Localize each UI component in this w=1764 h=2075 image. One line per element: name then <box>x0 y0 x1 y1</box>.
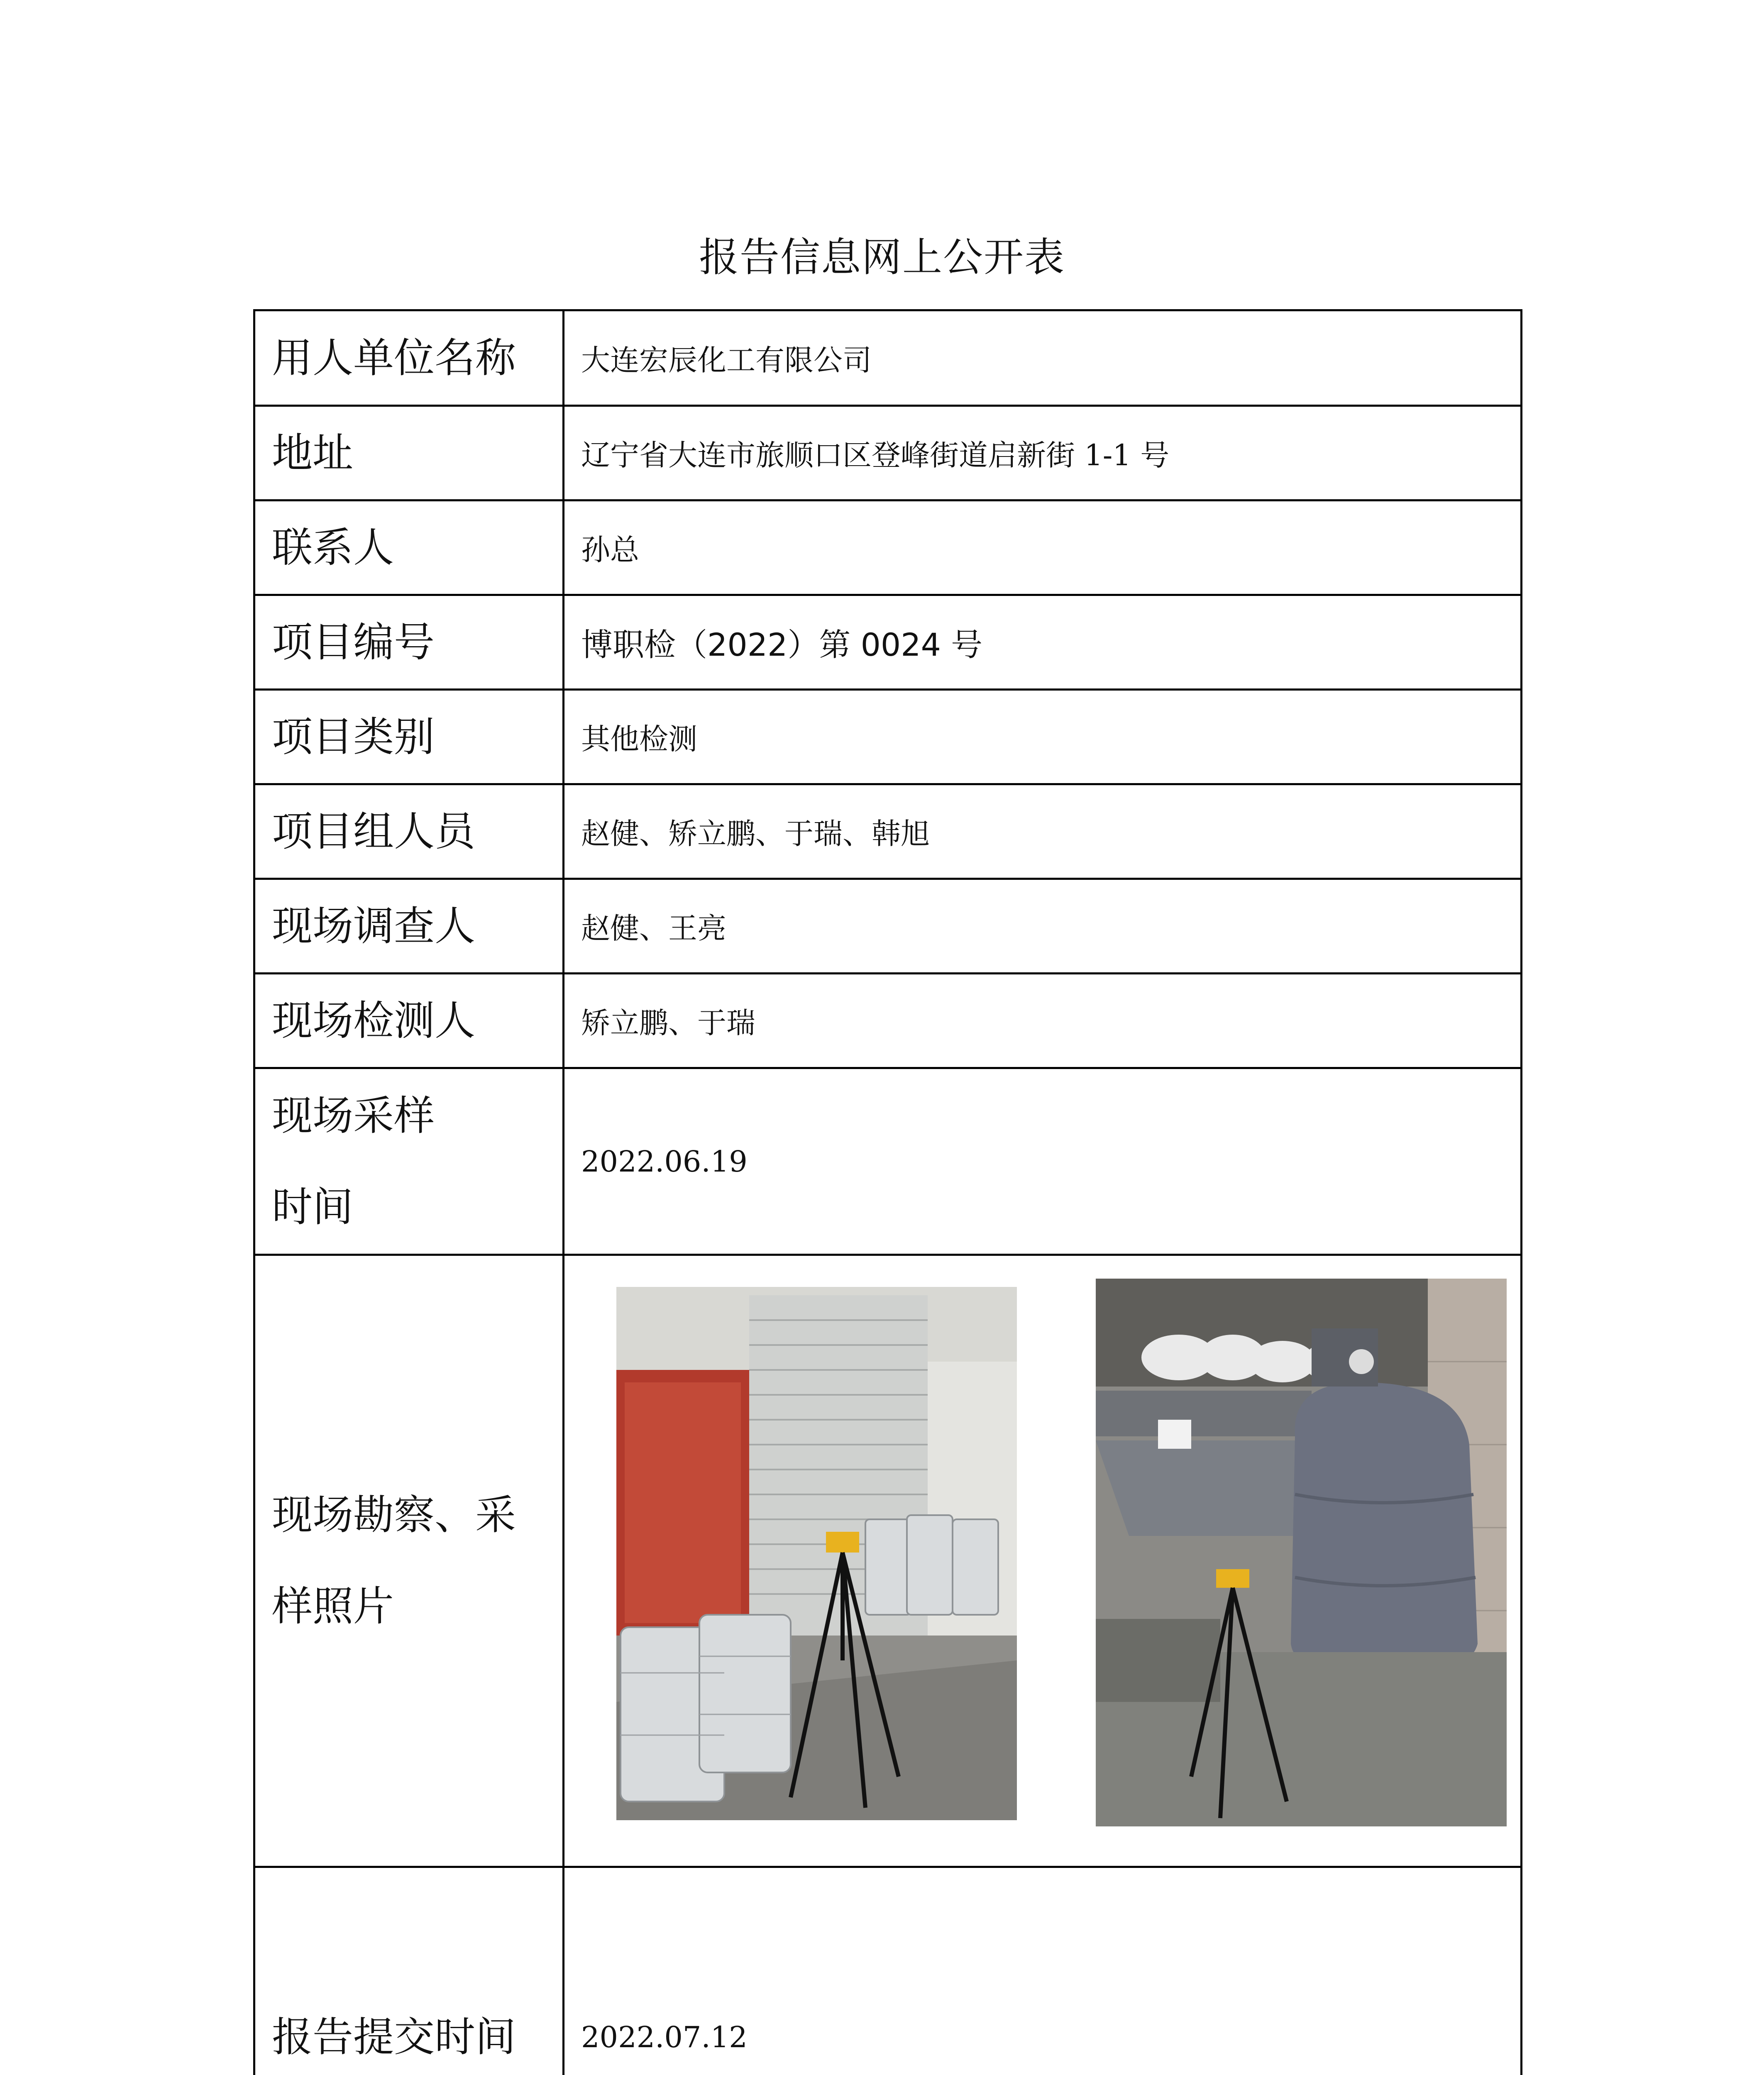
label-photos-line2: 样照片 <box>272 1583 394 1630</box>
photos-cell <box>564 1255 1522 1867</box>
label-test-staff: 现场检测人 <box>254 974 564 1068</box>
value-sampling-time: 2022.06.19 <box>564 1068 1522 1255</box>
value-team: 赵健、矫立鹏、于瑞、韩旭 <box>564 784 1522 879</box>
label-sampling-time-line1: 现场采样 <box>272 1092 435 1140</box>
label-project-type: 项目类别 <box>254 690 564 784</box>
row-photos <box>254 1255 1522 1867</box>
label-sampling-time <box>254 1068 564 1255</box>
row-survey-staff <box>254 879 1522 974</box>
label-photos <box>254 1255 564 1867</box>
row-contact <box>254 500 1522 595</box>
reactor-vessel-tripod-photo <box>1096 1279 1507 1826</box>
report-info-table <box>253 309 1522 2075</box>
row-team <box>254 784 1522 879</box>
photos-container <box>564 1256 1520 1866</box>
label-contact: 联系人 <box>254 500 564 595</box>
row-project-type <box>254 690 1522 784</box>
label-address: 地址 <box>254 406 564 500</box>
label-survey-staff: 现场调查人 <box>254 879 564 974</box>
value-address: 辽宁省大连市旅顺口区登峰街道启新街 1-1 号 <box>564 406 1522 500</box>
row-test-staff <box>254 974 1522 1068</box>
value-contact: 孙总 <box>564 500 1522 595</box>
row-report-time <box>254 1867 1522 2075</box>
row-sampling-time <box>254 1068 1522 1255</box>
document-title: 报告信息网上公开表 <box>699 234 1065 281</box>
value-test-staff: 矫立鹏、于瑞 <box>564 974 1522 1068</box>
label-report-time: 报告提交时间 <box>254 1867 564 2075</box>
row-address <box>254 406 1522 500</box>
label-team: 项目组人员 <box>254 784 564 879</box>
label-photos-line1: 现场勘察、采 <box>272 1492 516 1539</box>
value-survey-staff: 赵健、王亮 <box>564 879 1522 974</box>
row-project-no <box>254 595 1522 690</box>
row-unit-name <box>254 310 1522 406</box>
value-project-no: 博职检（2022）第 0024 号 <box>564 595 1522 690</box>
label-unit-name: 用人单位名称 <box>254 310 564 406</box>
value-report-time: 2022.07.12 <box>564 1867 1522 2075</box>
label-project-no: 项目编号 <box>254 595 564 690</box>
label-sampling-time-line2: 时间 <box>272 1183 354 1231</box>
warehouse-drums-tripod-photo <box>616 1287 1017 1820</box>
value-project-type: 其他检测 <box>564 690 1522 784</box>
value-unit-name: 大连宏辰化工有限公司 <box>564 310 1522 406</box>
